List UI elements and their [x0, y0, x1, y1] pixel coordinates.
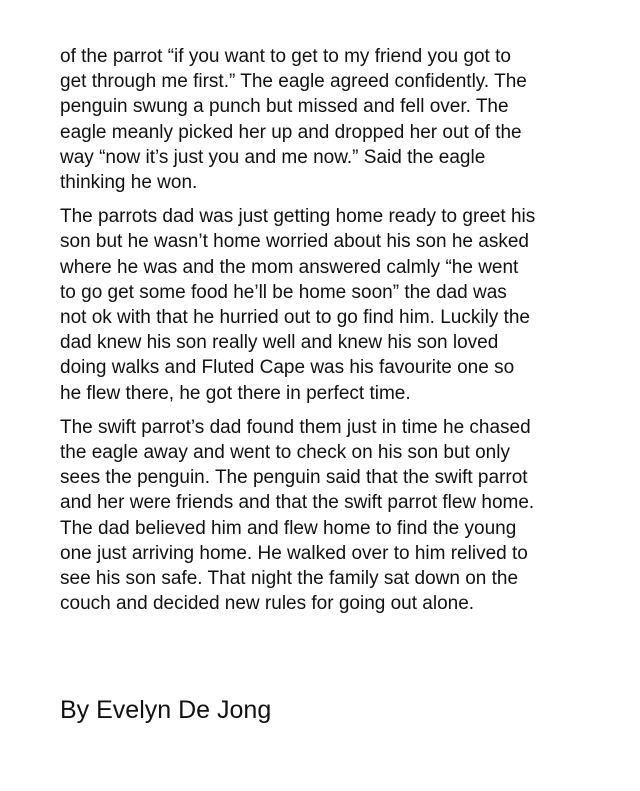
text-line: he flew there, he got there in perfect time. [60, 382, 411, 404]
text-line: eagle meanly picked her up and dropped her out of the [60, 121, 522, 143]
author-byline: By Evelyn De Jong [60, 696, 272, 724]
text-line: where he was and the mom answered calmly “he went [60, 256, 519, 278]
text-line: the eagle away and went to check on his son but only [60, 442, 510, 464]
text-line: of the parrot “if you want to get to my friend you got to [60, 46, 511, 67]
text-line: thinking he won. [60, 172, 198, 194]
text-line: doing walks and Fluted Cape was his favourite one so [60, 357, 515, 379]
text-line: The swift parrot’s dad found them just in time he chased [60, 416, 531, 438]
story-text [60, 44, 560, 616]
text-line: penguin swung a punch but missed and fell over. The [60, 96, 509, 118]
text-line: sees the penguin. The penguin said that the swift parrot [60, 467, 528, 489]
text-line: couch and decided new rules for going out alone. [60, 593, 475, 615]
paragraph-1 [60, 44, 560, 195]
text-line: one just arriving home. He walked over to him relived to [60, 542, 528, 564]
text-line: and her were friends and that the swift parrot flew home. [60, 492, 535, 514]
text-line: The dad believed him and flew home to find the young [60, 517, 517, 539]
text-line: dad knew his son really well and knew his son loved [60, 332, 499, 354]
text-line: see his son safe. That night the family sat down on the [60, 568, 519, 590]
paragraph-3 [60, 415, 560, 617]
text-line: to go get some food he’ll be home soon” the dad was [60, 281, 507, 303]
text-line: way “now it’s just you and me now.” Said the eagle [60, 146, 486, 168]
text-line: not ok with that he hurried out to go find him. Luckily the [60, 307, 530, 329]
text-line: son but he wasn’t home worried about his son he asked [60, 231, 529, 253]
text-line: The parrots dad was just getting home ready to greet his [60, 206, 536, 228]
text-line: get through me first.” The eagle agreed confidently. The [60, 71, 527, 93]
paragraph-2 [60, 204, 560, 406]
